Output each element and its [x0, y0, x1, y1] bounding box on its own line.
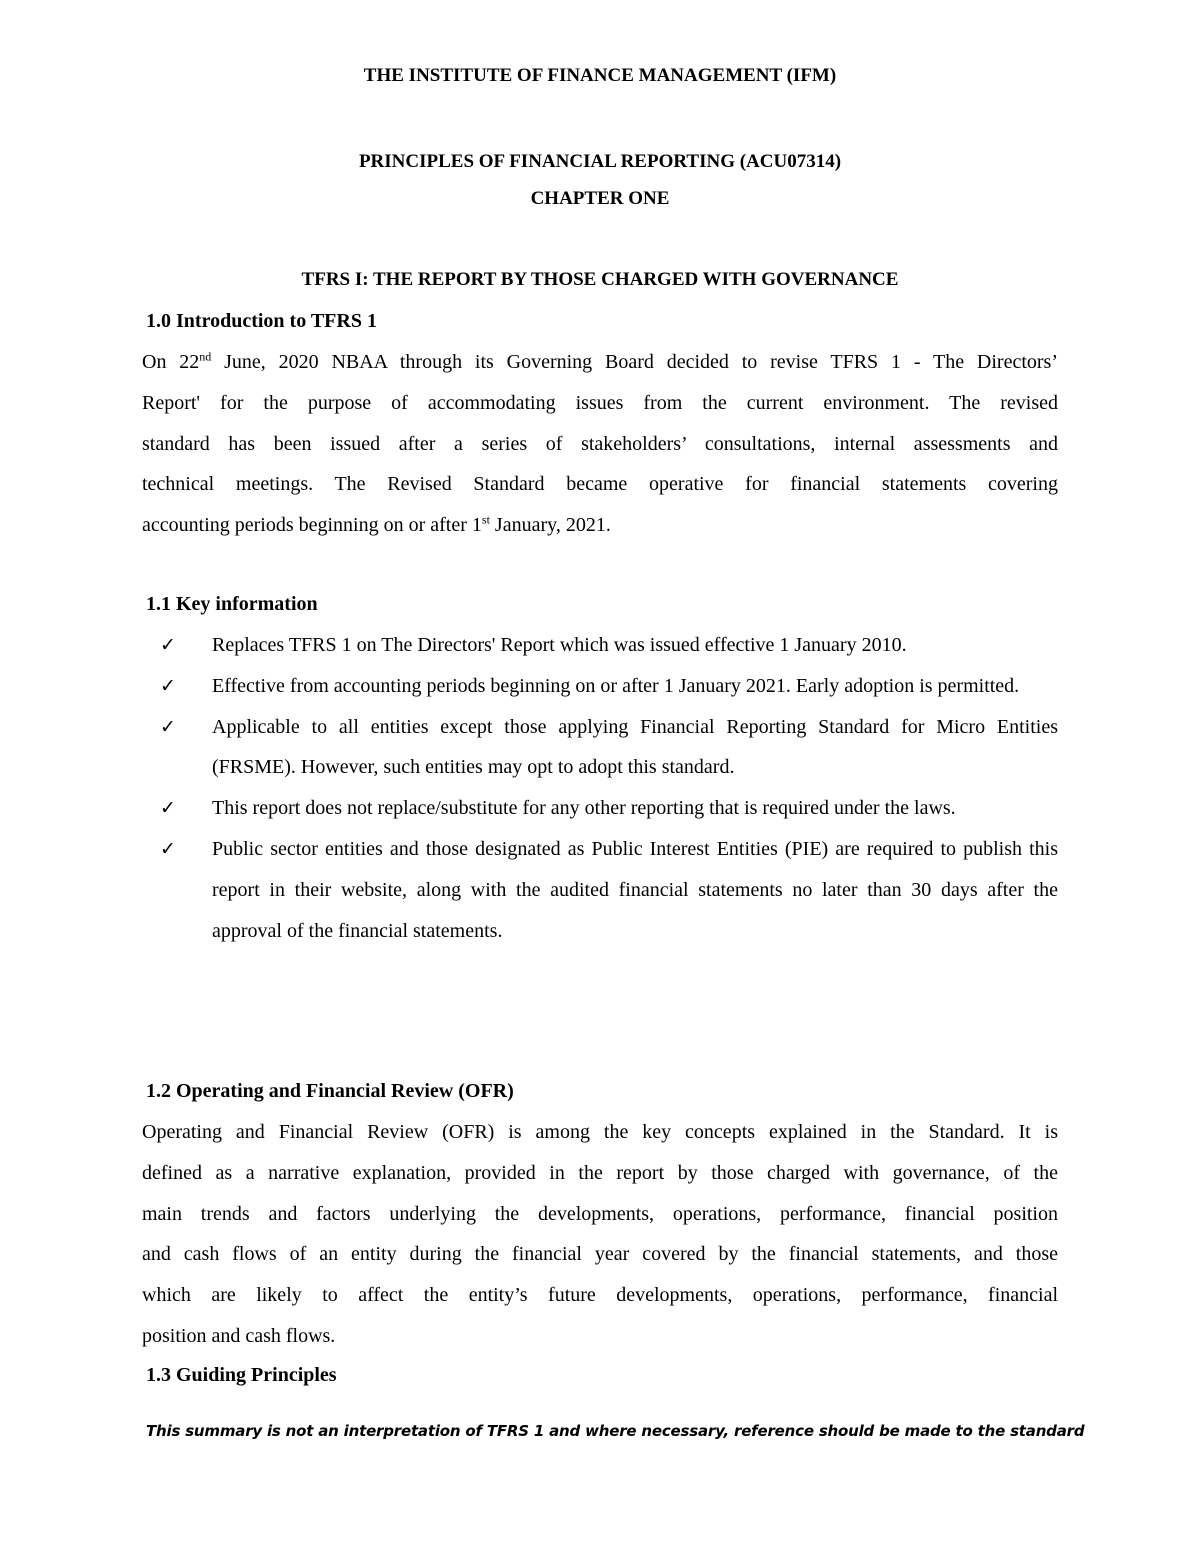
checkmark-icon: ✓: [160, 797, 176, 820]
ofr-line: main trends and factors underlying the developments, operations, performance, financial position: [142, 1202, 1058, 1225]
ofr-line: which are likely to affect the entity’s future developments, operations, performance, financial: [142, 1284, 1058, 1307]
list-item: ✓ Effective from accounting periods beginning on or after 1 January 2021. Early adoption is permitted.: [142, 666, 1058, 707]
section-heading-1-0: 1.0 Introduction to TFRS 1: [146, 310, 377, 332]
chapter-title: CHAPTER ONE: [530, 188, 670, 209]
ofr-line: Operating and Financial Review (OFR) is among the key concepts explained in the Standard. It is: [142, 1121, 1058, 1143]
ofr-line: and cash flows of an entity during the financial year covered by the financial statements, and those: [142, 1243, 1058, 1266]
topic-title: TFRS I: THE REPORT BY THOSE CHARGED WITH GOVERNANCE: [301, 269, 899, 290]
list-item: ✓ Public sector entities and those designated as Public Interest Entities (PIE) are required to publish this report in their website, along with the audited financial statements no later than 30 days after the approval of the financial statements.: [142, 829, 1058, 951]
footer-note: This summary is not an interpretation of TFRS 1 and where necessary, reference should be made to the standard: [146, 1422, 1085, 1440]
checkmark-icon: ✓: [160, 674, 176, 697]
ofr-paragraph: [142, 1112, 1058, 1357]
intro-paragraph: [142, 342, 1058, 546]
intro-line-2: Report' for the purpose of accommodating issues from the current environment. The revised: [142, 391, 1058, 414]
section-heading-1-2: 1.2 Operating and Financial Review (OFR): [146, 1080, 514, 1102]
intro-line-5: accounting periods beginning on or after 1st January, 2021.: [142, 512, 611, 537]
ofr-line: defined as a narrative explanation, provided in the report by those charged with governance, of the: [142, 1161, 1058, 1184]
intro-line-1: On 22nd June, 2020 NBAA through its Governing Board decided to revise TFRS 1 - The Directors’: [142, 349, 1058, 373]
checkmark-icon: ✓: [160, 634, 176, 656]
checkmark-icon: ✓: [160, 715, 176, 738]
checkmark-icon: ✓: [160, 837, 176, 860]
section-heading-1-1: 1.1 Key information: [146, 593, 318, 615]
course-title: PRINCIPLES OF FINANCIAL REPORTING (ACU07314): [358, 151, 842, 172]
ofr-line: position and cash flows.: [142, 1324, 336, 1347]
list-item: ✓ This report does not replace/substitute for any other reporting that is required under the laws.: [142, 788, 1058, 829]
list-item: ✓ Replaces TFRS 1 on The Directors' Report which was issued effective 1 January 2010.: [142, 625, 1058, 666]
list-item: ✓ Applicable to all entities except those applying Financial Reporting Standard for Micro Entities (FRSME). However, such entities may opt to adopt this standard.: [142, 707, 1058, 789]
institute-title: THE INSTITUTE OF FINANCE MANAGEMENT (IFM): [363, 65, 837, 86]
key-information-list: [142, 625, 1058, 951]
intro-line-4: technical meetings. The Revised Standard became operative for financial statements covering: [142, 473, 1058, 496]
section-heading-1-3: 1.3 Guiding Principles: [146, 1364, 337, 1386]
intro-line-3: standard has been issued after a series of stakeholders’ consultations, internal assessments and: [142, 432, 1058, 455]
